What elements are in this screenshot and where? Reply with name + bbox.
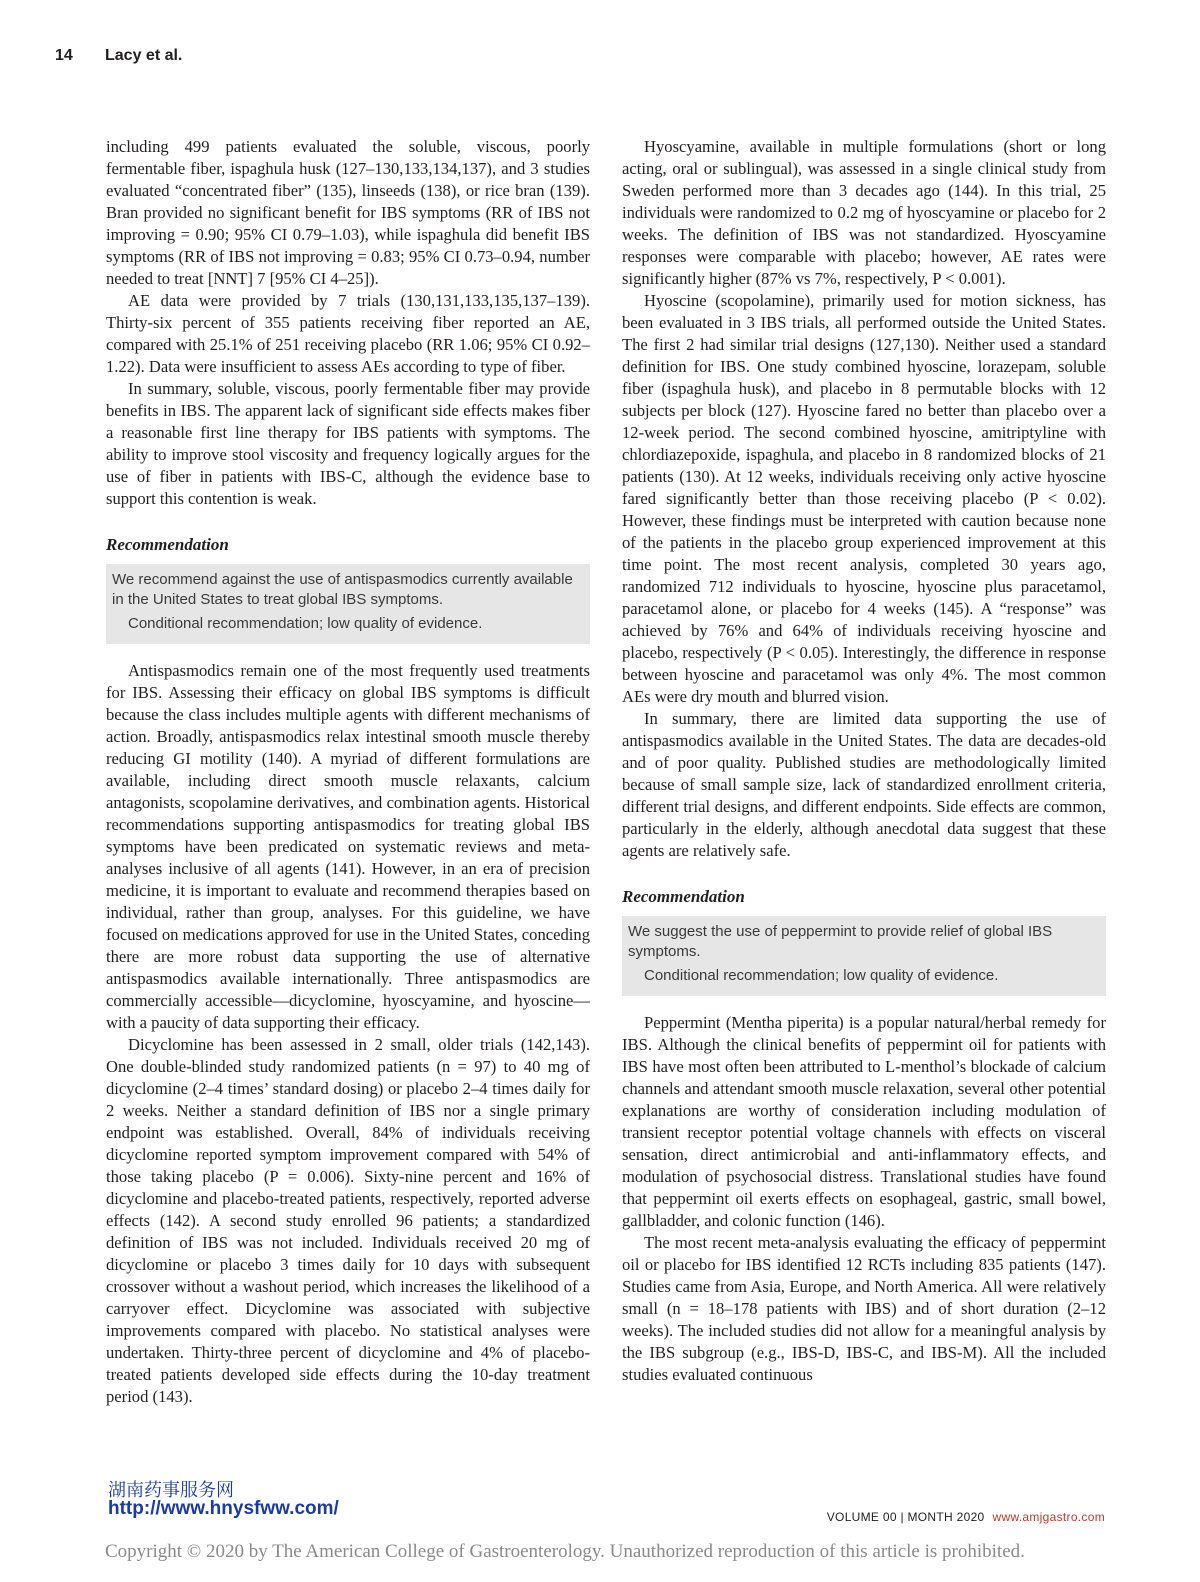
recommendation-heading: Recommendation bbox=[622, 887, 745, 906]
volume-info: VOLUME 00 | MONTH 2020 bbox=[826, 1510, 985, 1524]
paragraph: Antispasmodics remain one of the most frequently used treatments for IBS. Assessing their efficacy on global IBS symptoms is difficult because the class includes multiple agents with different mechanisms of action. Broadly, antispasmodics relax intestinal smooth muscle thereby reducing GI motility (140). A myriad of different formulations are available, including direct smooth muscle relaxants, calcium antagonists, scopolamine derivatives, and combination agents. Historical recommendations supporting antispasmodics for treating global IBS symptoms have been predicated on systematic reviews and meta-analyses inclusive of all agents (141). However, in an era of precision medicine, it is important to evaluate and recommend therapies based on individual, rather than group, analyses. For this guideline, we have focused on medications approved for use in the United States, conceding there are more robust data supporting the use of alternative antispasmodics available internationally. Three antispasmodics are commercially accessible—dicyclomine, hyoscyamine, and hyoscine—with a paucity of data supporting their efficacy. bbox=[106, 661, 590, 1032]
paragraph: including 499 patients evaluated the soluble, viscous, poorly fermentable fiber, ispaghula husk (127–130,133,134,137), and 3 studies evaluated “concentrated fiber” (135), linseeds (138), or rice bran (139). Bran provided no significant benefit for IBS symptoms (RR of IBS not improving = 0.90; 95% CI 0.79–1.03), while ispaghula did benefit IBS symptoms (RR of IBS not improving = 0.83; 95% CI 0.73–0.94, number needed to treat [NNT] 7 [95% CI 4–25]). bbox=[106, 137, 590, 288]
paragraph: AE data were provided by 7 trials (130,131,133,135,137–139). Thirty-six percent of 355 patients receiving fiber reported an AE, compared with 25.1% of 251 receiving placebo (RR 1.06; 95% CI 0.92–1.22). Data were insufficient to assess AEs according to type of fiber. bbox=[106, 291, 590, 376]
running-authors: Lacy et al. bbox=[105, 47, 183, 64]
left-column bbox=[106, 136, 590, 1408]
running-header bbox=[55, 47, 182, 65]
paragraph: Hyoscine (scopolamine), primarily used for motion sickness, has been evaluated in 3 IBS trials, all performed outside the United States. The first 2 had similar trial designs (127,130). Neither used a standard definition for IBS. One study combined hyoscine, lorazepam, soluble fiber (ispaghula husk), and placebo in 8 permutable blocks with 12 subjects per block (127). Hyoscine fared no better than placebo over a 12-week period. The second combined hyoscine, amitriptyline with chlordiazepoxide, ispaghula, and placebo in 8 randomized blocks of 21 patients (130). At 12 weeks, individuals receiving only active hyoscine fared significantly better than those receiving placebo (P < 0.02). However, these findings must be interpreted with caution because none of the patients in the placebo group experienced improvement at this time point. The most recent analysis, completed 30 years ago, randomized 712 individuals to hyoscine, hyoscine plus paracetamol, paracetamol alone, or placebo for 4 weeks (145). A “response” was achieved by 76% and 64% of individuals receiving hyoscine and placebo, respectively (P < 0.05). Interestingly, the difference in response between hyoscine and paracetamol was only 4%. The most common AEs were dry mouth and blurred vision. bbox=[622, 291, 1106, 706]
paragraph: Hyoscyamine, available in multiple formulations (short or long acting, oral or sublingual), was assessed in a single clinical study from Sweden performed more than 3 decades ago (144). In this trial, 25 individuals were randomized to 0.2 mg of hyoscyamine or placebo for 2 weeks. The definition of IBS was not standardized. Hyoscyamine responses were comparable with placebo; however, AE rates were significantly higher (87% vs 7%, respectively, P < 0.001). bbox=[622, 137, 1106, 288]
journal-site-link[interactable]: www.amjgastro.com bbox=[992, 1510, 1105, 1524]
copyright-notice: Copyright © 2020 by The American College of Gastroenterology. Unauthorized reproduction of this article is prohibited. bbox=[105, 1541, 1025, 1562]
paragraph: In summary, soluble, viscous, poorly fermentable fiber may provide benefits in IBS. The apparent lack of significant side effects makes fiber a reasonable first line therapy for IBS patients with symptoms. The ability to improve stool viscosity and frequency logically argues for the use of fiber in patients with IBS-C, although the evidence base to support this contention is weak. bbox=[106, 379, 590, 508]
right-column bbox=[622, 136, 1106, 1386]
recommendation-heading: Recommendation bbox=[106, 535, 229, 554]
watermark-url-link[interactable]: http://www.hnysfww.com/ bbox=[108, 1498, 339, 1519]
page-number: 14 bbox=[55, 47, 73, 64]
journal-footer bbox=[827, 1510, 1105, 1524]
paragraph: Peppermint (Mentha piperita) is a popular natural/herbal remedy for IBS. Although the clinical benefits of peppermint oil for patients with IBS have most often been attributed to L-menthol’s blockade of calcium channels and attendant smooth muscle relaxation, several other potential explanations are worthy of consideration including modulation of transient receptor potential voltage channels with effects on visceral sensation, direct antimicrobial and anti-inflammatory effects, and modulation of psychosocial distress. Translational studies have found that peppermint oil exerts effects on esophageal, gastric, small bowel, gallbladder, and colonic function (146). bbox=[622, 1013, 1106, 1230]
paragraph: In summary, there are limited data supporting the use of antispasmodics available in the United States. The data are decades-old and of poor quality. Published studies are methodologically limited because of small sample size, lack of standardized enrollment criteria, different trial designs, and different endpoints. Side effects are common, particularly in the elderly, although anecdotal data suggest that these agents are relatively safe. bbox=[622, 709, 1106, 860]
recommendation-text: We suggest the use of peppermint to provide relief of global IBS symptoms. bbox=[628, 923, 1053, 960]
paragraph: The most recent meta-analysis evaluating the efficacy of peppermint oil or placebo for IBS identified 12 RCTs including 835 patients (147). Studies came from Asia, Europe, and North America. All were relatively small (n = 18–178 patients with IBS) and of short duration (2–12 weeks). The included studies did not allow for a meaningful analysis by the IBS subgroup (e.g., IBS-D, IBS-C, and IBS-M). All the included studies evaluated continuous bbox=[622, 1233, 1106, 1384]
recommendation-box bbox=[106, 564, 590, 644]
recommendation-box bbox=[622, 916, 1106, 996]
recommendation-text: We recommend against the use of antispasmodics currently available in the United States to treat global IBS symptoms. bbox=[112, 571, 573, 608]
watermark-site-name: 湖南药事服务网 bbox=[108, 1480, 234, 1501]
paragraph: Dicyclomine has been assessed in 2 small, older trials (142,143). One double-blinded study randomized patients (n = 97) to 40 mg of dicyclomine (2–4 times’ standard dosing) or placebo 2–4 times daily for 2 weeks. Neither a standard definition of IBS nor a single primary endpoint was established. Overall, 84% of individuals receiving dicyclomine reported symptom improvement compared with 54% of those taking placebo (P = 0.006). Sixty-nine percent and 16% of dicyclomine and placebo-treated patients, respectively, reported adverse effects (142). A second study enrolled 96 patients; a standardized definition of IBS was not included. Individuals received 20 mg of dicyclomine or placebo 3 times daily for 10 days with subsequent crossover without a washout period, which increases the likelihood of a carryover effect. Dicyclomine was associated with subjective improvements compared with placebo. No statistical analyses were undertaken. Thirty-three percent of dicyclomine and 4% of placebo-treated patients developed side effects during the 10-day treatment period (143). bbox=[106, 1035, 590, 1406]
recommendation-strength: Conditional recommendation; low quality of evidence. bbox=[644, 967, 999, 984]
recommendation-strength: Conditional recommendation; low quality of evidence. bbox=[128, 615, 483, 632]
